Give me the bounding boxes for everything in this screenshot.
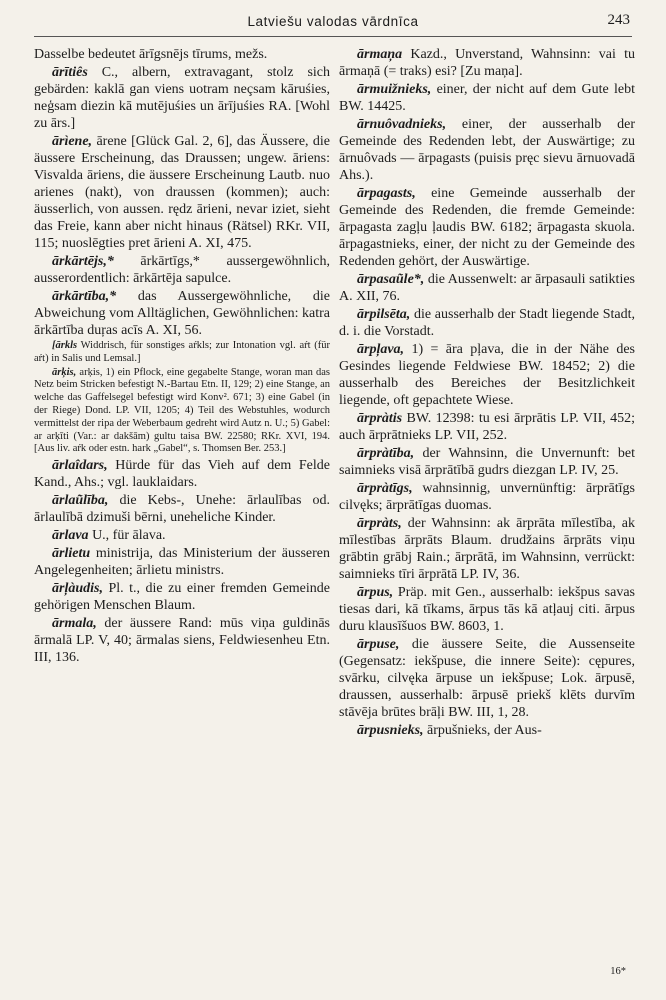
entry-headword: ārìene,	[52, 134, 93, 149]
entry-definition: 1) = āra pļava, die in der Nähe des Gesindes liegende Feldwiese BW. 18452; 2) die ausserhalb des Bereiches der Besitzlichkeit liegende, oft gepachtete Wiese.	[339, 342, 636, 408]
entry-definition: Präp. mit Gen., ausserhalb: iekšpus savas tiesas dari, kā tīkams, ārpus tās kā atļauj citi. ārpus duru klausīšuos BW. 8603, 1.	[339, 585, 636, 634]
dictionary-entry	[339, 116, 635, 184]
dictionary-entry	[34, 457, 330, 491]
entry-headword: ārpuse,	[357, 637, 400, 652]
right-column	[339, 46, 635, 740]
entry-headword: ārpus,	[357, 585, 394, 600]
entry-headword: ārmaņa	[357, 47, 403, 62]
entry-definition: einer, der nicht auf dem Gute lebt BW. 14425.	[339, 82, 635, 114]
dictionary-entry	[34, 288, 330, 339]
entry-definition: BW. 12398: tu esi ārprātis LP. VII, 452; auch ārprātnieks LP. VII, 252.	[339, 411, 636, 443]
dictionary-entry	[339, 722, 635, 739]
entry-definition: die äussere Seite, die Aussenseite (Gegensatz: iekšpuse, die innere Seite): cępures, svārku, cilvęka ārpuse un iekšpuse; Lok. ārpusē, draussen, ausserhalb: ārpusē priekš klēts durvīm stāvēja brūtes brāļi BW. III, 1, 28.	[339, 637, 635, 720]
entry-headword: ārlava	[52, 528, 89, 544]
entry-definition: der Wahnsinn, die Unvernunft: bet saimnieks visā ārprātībā gudrs diezgan LP. IV, 25.	[339, 446, 635, 478]
entry-definition: ārpušnieks, der Aus-	[427, 723, 542, 738]
entry-headword: [ārkls	[52, 340, 78, 351]
dictionary-entry	[34, 492, 330, 526]
entry-definition: Kazd., Unverstand, Wahnsinn: vai tu ārmaņā (= traks) esi? [Zu maņa].	[339, 47, 635, 79]
entry-headword: ārmuižnieks,	[357, 82, 432, 97]
dictionary-entry	[339, 46, 635, 80]
entry-definition: C., albern, extravagant, stolz sich gebärden: kaklā gan viens uotram neçsam kāruśies, neģsam diezin kā mutējuśies un ārījuśies RA. [Wohl zu ārs.]	[34, 65, 330, 131]
entry-definition: einer, der ausserhalb der Gemeinde des Redenden lebt, der Auswärtige; zu ārnuôvads — ārpagasts (puisis pręc sievu ārnuovadā Ahs.).	[339, 117, 636, 183]
entry-headword: ārnuôvadnieks,	[357, 117, 447, 132]
entry-definition: Dasselbe bedeutet ārīgsnējs tīrums, mežs.	[34, 47, 268, 62]
entry-headword: ārpràtis	[357, 411, 403, 426]
dictionary-entry	[34, 64, 330, 132]
dictionary-entry	[339, 445, 635, 479]
dictionary-entry	[339, 515, 635, 583]
entry-definition: das Aussergewöhnliche, die Abweichung vom Alltäglichen, Gewöhnlichen: katra ārkārtība duŗas acīs A. XI, 56.	[34, 289, 330, 338]
dictionary-entry	[34, 545, 330, 579]
entry-definition: U., für ālava.	[92, 528, 166, 544]
entry-headword: ārkārtējs,*	[52, 254, 114, 269]
entry-headword: ārlietu	[52, 546, 91, 562]
entry-definition: Hürde für das Vieh auf dem Felde Kand., Ahs.; vgl. lauklaidars.	[34, 458, 330, 491]
entry-headword: ārpràtība,	[357, 446, 415, 461]
entry-definition: arķis, 1) ein Pflock, eine gegabelte Stange, woran man das Netz beim Stricken befestigt N.-Bartau Etn. II, 129; 2) eine Stange, an welche das Gaffelsegel befestigt wird Konv². 671; 3) eine Gabel (in der Riege) Dond. LP. VII, 1205; 4) Teil des Webstuhles, wodurch vermittelst der ripa der Weberbaum gedreht wird Autz n. U.; 5) Gabel: ar arķīti (Var.: ar dakšām) gultu taisa BW. 22580; RKr. XVI, 194. [Aus liv. aŕk oder estn. hark „Gabel“, s. Thomsen Ber. 253.]	[34, 366, 331, 455]
dictionary-entry	[34, 580, 330, 614]
entry-definition: der äussere Rand: mūs viņa guldinās ārmalā LP. V, 40; ārmalas siens, Feldwiesenheu Etn. III, 136.	[34, 616, 331, 666]
entry-headword: ārpilsēta,	[357, 307, 411, 322]
entry-definition: Widdrisch, für sonstiges aŕkls; zur Intonation vgl. aŕt (für aŕt) in Salis und Lemsal.]	[34, 340, 330, 364]
entry-headword: ārpràts,	[357, 516, 402, 531]
signature-mark: 16*	[610, 966, 626, 977]
page-header	[34, 8, 632, 38]
left-column	[34, 46, 330, 667]
entry-definition: die ausserhalb der Stadt liegende Stadt, d. i. die Vorstadt.	[339, 307, 635, 339]
dictionary-entry	[339, 341, 635, 409]
dictionary-entry	[34, 340, 330, 366]
dictionary-entry	[339, 81, 635, 115]
entry-definition: die Aussenwelt: ar ārpasauli satikties A. XII, 76.	[339, 272, 635, 304]
entry-headword: ārlaîdars,	[52, 458, 108, 474]
entry-definition: eine Gemeinde ausserhalb der Gemeinde des Redenden, die fremde Gemeinde: ārpagasta zagļu ļaudis BW. 6182; ārpagasta skuola. ārpagastnieks, einer, der nicht zu der Gemeinde des Redenden gehört, der Auswärtige.	[339, 186, 635, 269]
dictionary-entry	[339, 480, 635, 514]
dictionary-entry	[34, 615, 330, 666]
entry-headword: ārpràtīgs,	[357, 481, 413, 496]
entry-definition: ministrija, das Ministerium der äusseren Angelegenheiten; ārlietu ministrs.	[34, 546, 330, 579]
entry-headword: ārļàudis,	[52, 581, 103, 597]
entry-headword: ārmala,	[52, 616, 97, 632]
dictionary-entry	[34, 367, 330, 457]
entry-headword: ārpagasts,	[357, 186, 416, 201]
dictionary-entry	[34, 527, 330, 544]
entry-definition: wahnsinnig, unvernünftig: ārprātīgs cilvęks; ārprātīgas duomas.	[339, 481, 635, 513]
dictionary-entry	[339, 410, 635, 444]
entry-definition: ārkārtīgs,* aussergewöhnlich, ausserordentlich: ārkārtēja sapulce.	[34, 254, 330, 286]
dictionary-entry	[339, 306, 635, 340]
dictionary-entry	[339, 584, 635, 635]
entry-definition: Pl. t., die zu einer fremden Gemeinde gehörigen Menschen Blaum.	[34, 581, 330, 614]
entry-headword: ārlaũlība,	[52, 493, 109, 509]
dictionary-entry	[34, 46, 330, 63]
entry-headword: ārpasaũle*,	[357, 272, 425, 287]
entry-headword: ārītiês	[52, 65, 88, 80]
dictionary-entry	[34, 133, 330, 252]
dictionary-entry	[34, 253, 330, 287]
entry-headword: ārķis,	[52, 366, 77, 378]
entry-headword: ārkārtība,*	[52, 289, 117, 304]
dictionary-entry	[339, 636, 635, 721]
entry-definition: ārene [Glück Gal. 2, 6], das Äussere, die äussere Erscheinung, das Draussen; ungew. āriens: Visvalda āriens, die äussere Erscheinung Lautb. nuo arienes (nakt), von draussen (kommen); auch: äusserlich, von aussen. rędz ārieni, nevar iziet, sieht das Freie, kann aber nicht hinaus (Rätsel) RKr. VII, 115; nuoslēgties pret ārieni A. XI, 475.	[34, 134, 331, 251]
running-title: Latviešu valodas vārdnīca	[247, 14, 419, 29]
dictionary-entry	[339, 185, 635, 270]
entry-definition: die Kebs-, Unehe: ārlaulības od. ārlaulībā dzimuši bērni, uneheliche Kinder.	[34, 493, 331, 526]
header-rule	[34, 36, 632, 37]
page-number: 243	[607, 12, 630, 28]
entry-headword: ārpusnieks,	[357, 723, 424, 738]
dictionary-entry	[339, 271, 635, 305]
entry-headword: ārpļava,	[357, 342, 405, 357]
entry-definition: der Wahnsinn: ak ārprāta mīlestība, ak mīlestības ārprāts Blaum. drudžains ārprāts viņu grābtin grābj Rain.; ārprātā, im Wahnsinn, verrückt: saimnieks tīri ārprātā LP. IV, 36.	[339, 516, 635, 582]
